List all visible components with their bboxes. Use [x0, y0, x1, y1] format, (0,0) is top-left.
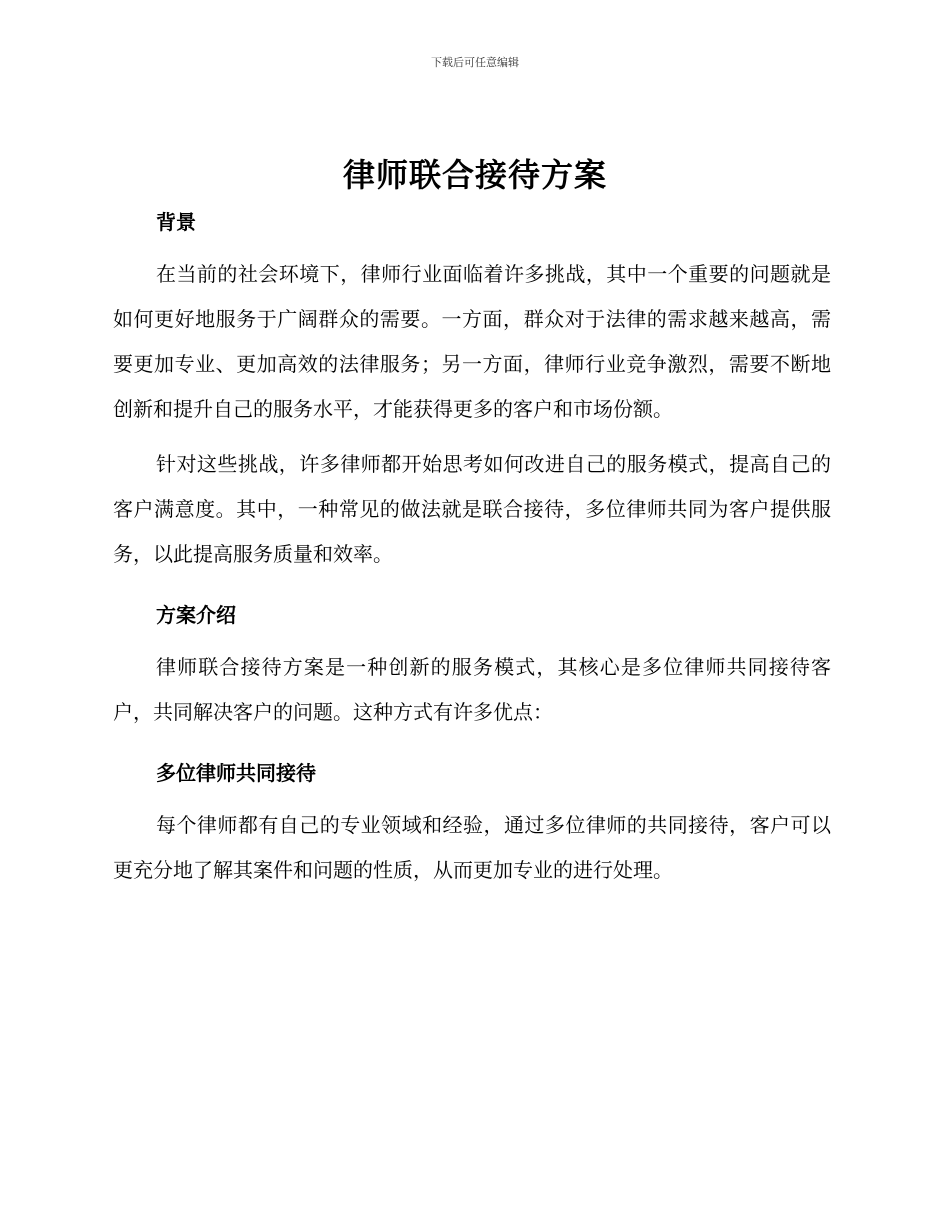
section-heading-joint-reception: 多位律师共同接待	[156, 761, 316, 785]
document-body	[113, 200, 831, 893]
background-paragraph-1: 在当前的社会环境下，律师行业面临着许多挑战，其中一个重要的问题就是如何更好地服务于广阔群众的需要。一方面，群众对于法律的需求越来越高，需要更加专业、更加高效的法律服务；另一方面，律师行业竞争激烈，需要不断地创新和提升自己的服务水平，才能获得更多的客户和市场份额。	[113, 262, 831, 421]
section-heading-background: 背景	[156, 210, 196, 234]
joint-reception-paragraph: 每个律师都有自己的专业领域和经验，通过多位律师的共同接待，客户可以更充分地了解其案件和问题的性质，从而更加专业的进行处理。	[113, 813, 831, 882]
header-note: 下载后可任意编辑	[431, 56, 519, 69]
document-title: 律师联合接待方案	[342, 156, 607, 194]
section-heading-plan-intro: 方案介绍	[156, 603, 236, 627]
background-paragraph-2: 针对这些挑战，许多律师都开始思考如何改进自己的服务模式，提高自己的客户满意度。其中，一种常见的做法就是联合接待，多位律师共同为客户提供服务，以此提高服务质量和效率。	[113, 452, 831, 566]
plan-intro-paragraph: 律师联合接待方案是一种创新的服务模式，其核心是多位律师共同接待客户，共同解决客户的问题。这种方式有许多优点：	[113, 655, 831, 724]
